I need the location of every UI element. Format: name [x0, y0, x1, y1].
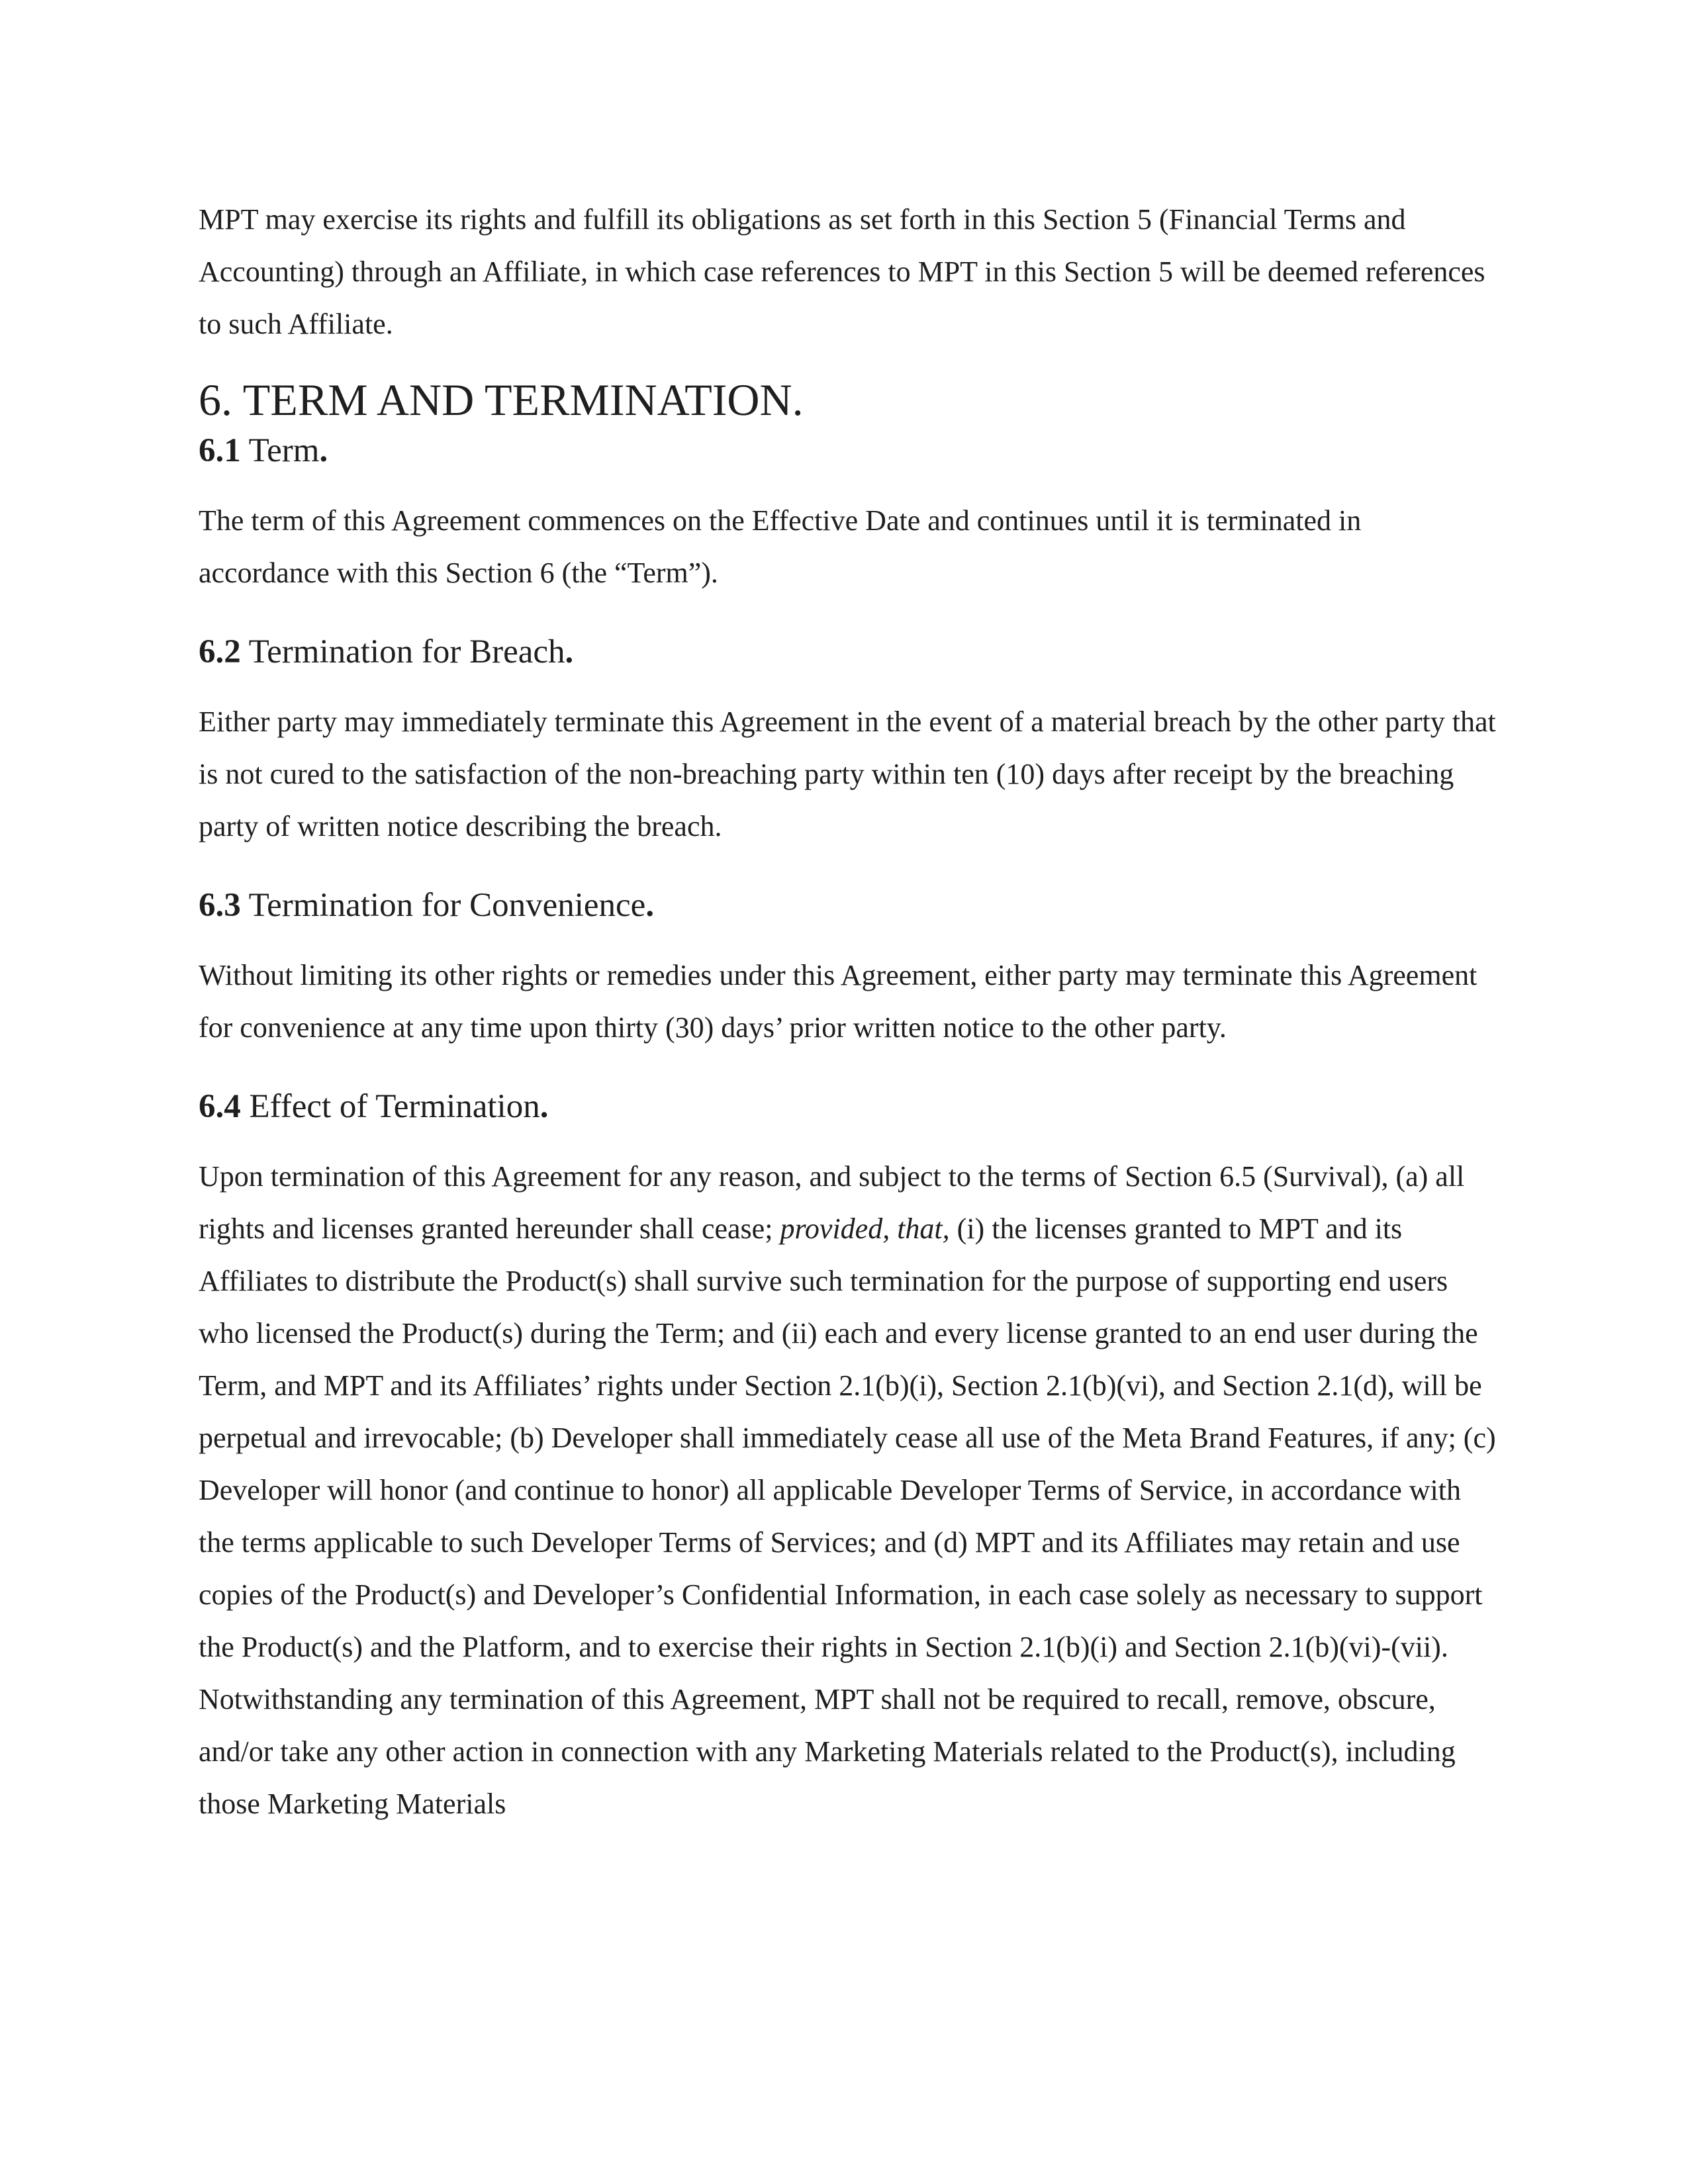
subsection-6-4-heading	[199, 1083, 1496, 1130]
subsection-6-2-title: Termination for Breach	[240, 633, 565, 670]
subsection-6-4-period: .	[539, 1088, 549, 1125]
subsection-6-4-body-part-b: (i) the licenses granted to MPT and its Affiliates to distribute the Product(s) shall survive such termination for the purpose of supporting end users who licensed the Product(s) during the Term; and (ii) each and every license granted to an end user during the Term, and MPT and its Affiliates’ rights under Section 2.1(b)(i), Section 2.1(b)(vi), and Section 2.1(d), will be perpetual and irrevocable; (b) Developer shall immediately cease all use of the Meta Brand Features, if any; (c) Developer will honor (and continue to honor) all applicable Developer Terms of Service, in accordance with the terms applicable to such Developer Terms of Services; and (d) MPT and its Affiliates may retain and use copies of the Product(s) and Developer’s Confidential Information, in each case solely as necessary to support the Product(s) and the Platform, and to exercise their rights in Section 2.1(b)(i) and Section 2.1(b)(vi)-(vii). Notwithstanding any termination of this Agreement, MPT shall not be required to recall, remove, obscure, and/or take any other action in connection with any Marketing Materials related to the Product(s), including those Marketing Materials	[199, 1212, 1496, 1820]
subsection-6-4-body-italic: provided, that,	[780, 1212, 950, 1245]
subsection-6-4-title: Effect of Termination	[240, 1088, 540, 1125]
intro-paragraph: MPT may exercise its rights and fulfill its obligations as set forth in this Section 5 (Financial Terms and Accounting) through an Affiliate, in which case references to MPT in this Section 5 will be deemed references to such Affiliate.	[199, 203, 1485, 340]
subsection-6-4-body-part-a: Upon termination of this Agreement for any reason, and subject to the terms of Section 6.5 (Survival), (a) all rights and licenses granted hereunder shall cease;	[199, 1160, 1465, 1245]
subsection-6-3-period: .	[645, 887, 655, 924]
subsection-6-3-number: 6.3	[199, 887, 241, 924]
subsection-6-2-number: 6.2	[199, 633, 241, 670]
subsection-6-1-number: 6.1	[199, 432, 241, 469]
subsection-6-2-period: .	[565, 633, 574, 670]
subsection-6-1-heading	[199, 428, 1496, 474]
subsection-6-1-title: Term	[240, 432, 320, 469]
subsection-6-4-number: 6.4	[199, 1088, 241, 1125]
section-6-heading: 6. TERM AND TERMINATION.	[199, 375, 804, 425]
subsection-6-1-period: .	[319, 432, 328, 469]
document-body	[199, 193, 1496, 1830]
subsection-6-3-title: Termination for Convenience	[240, 887, 646, 924]
subsection-6-2-body: Either party may immediately terminate this Agreement in the event of a material breach by the other party that is not cured to the satisfaction of the non-breaching party within ten (10) days after receipt by the breaching party of written notice describing the breach.	[199, 705, 1496, 842]
subsection-6-1-body: The term of this Agreement commences on the Effective Date and continues until it is terminated in accordance with this Section 6 (the “Term”).	[199, 504, 1362, 589]
subsection-6-3-heading	[199, 882, 1496, 929]
subsection-6-2-heading	[199, 629, 1496, 675]
subsection-6-4-body	[199, 1150, 1496, 1830]
subsection-6-3-body: Without limiting its other rights or remedies under this Agreement, either party may terminate this Agreement for convenience at any time upon thirty (30) days’ prior written notice to the other party.	[199, 959, 1477, 1044]
